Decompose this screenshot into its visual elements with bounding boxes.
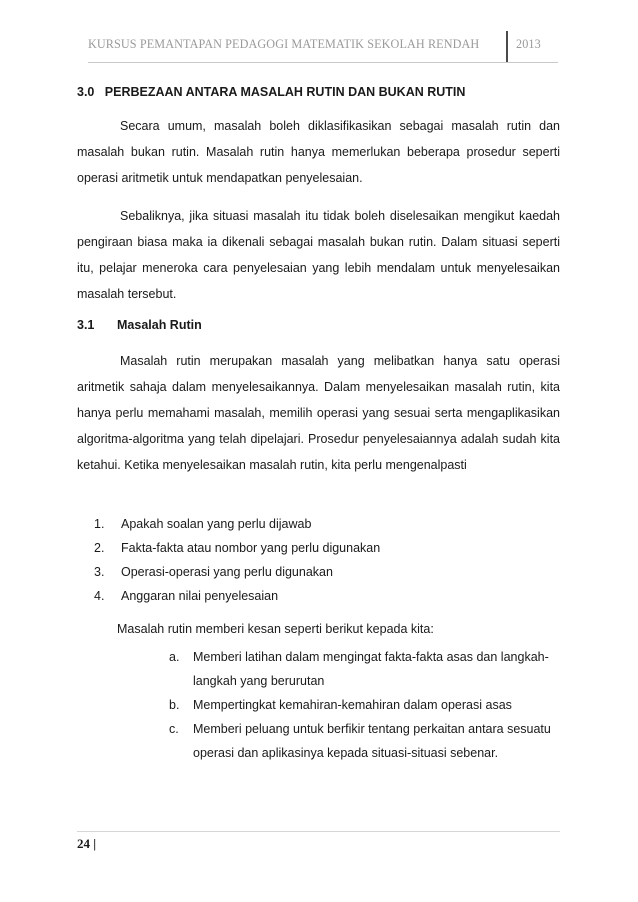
section-heading: 3.0 PERBEZAAN ANTARA MASALAH RUTIN DAN BUKAN RUTIN xyxy=(77,85,466,99)
page-number: 24 | xyxy=(77,836,97,851)
list-item xyxy=(163,693,563,717)
steps-list xyxy=(94,512,380,608)
page-header xyxy=(88,37,558,52)
subsection-paragraph: Masalah rutin merupakan masalah yang melibatkan hanya satu operasi aritmetik sahaja dalam menyelesaikannya. Dalam menyelesaikan masalah rutin, kita hanya perlu memahami masalah, memilih operasi yang sesuai serta mengaplikasikan algoritma-algoritma yang telah dipelajari. Prosedur penyelesaiannya adalah sudah kita ketahui. Ketika menyelesaikan masalah rutin, kita perlu mengenalpasti xyxy=(77,354,560,472)
list-letter: a. xyxy=(169,650,180,664)
list-item xyxy=(94,560,380,584)
list-number: 3. xyxy=(94,565,105,579)
list-item xyxy=(163,645,563,693)
list-text: Apakah soalan yang perlu dijawab xyxy=(121,517,312,531)
list-text: Memberi latihan dalam mengingat fakta-fakta asas dan langkah-langkah yang berurutan xyxy=(193,650,549,688)
list-number: 2. xyxy=(94,541,105,555)
list-letter: b. xyxy=(169,698,180,712)
section-paragraph-2: Sebaliknya, jika situasi masalah itu tidak boleh diselesaikan mengikut kaedah pengiraan biasa maka ia dikenali sebagai masalah bukan rutin. Dalam situasi seperti itu, pelajar meneroka cara penyelesaian yang lebih mendalam untuk menyelesaikan masalah tersebut. xyxy=(77,209,560,301)
subsection-number: 3.1 xyxy=(77,318,95,332)
list-text: Memberi peluang untuk berfikir tentang perkaitan antara sesuatu operasi dan aplikasinya kepada situasi-situasi sebenar. xyxy=(193,722,551,760)
list-number: 4. xyxy=(94,589,105,603)
list-text: Anggaran nilai penyelesaian xyxy=(121,589,279,603)
subsection-title: Masalah Rutin xyxy=(117,318,202,332)
header-rule xyxy=(88,62,558,63)
course-title: KURSUS PEMANTAPAN PEDAGOGI MATEMATIK SEKOLAH RENDAH xyxy=(88,37,480,51)
section-paragraph-1: Secara umum, masalah boleh diklasifikasikan sebagai masalah rutin dan masalah bukan rutin. Masalah rutin hanya memerlukan beberapa prosedur seperti operasi aritmetik untuk mendapatkan penyelesaian. xyxy=(77,119,560,185)
list-text: Fakta-fakta atau nombor yang perlu digunakan xyxy=(121,541,381,555)
header-year: 2013 xyxy=(516,37,541,51)
list-text: Operasi-operasi yang perlu digunakan xyxy=(121,565,333,579)
list-item xyxy=(94,536,380,560)
impressions-intro: Masalah rutin memberi kesan seperti berikut kepada kita: xyxy=(117,622,434,636)
impressions-list xyxy=(163,645,563,765)
header-separator xyxy=(506,31,508,63)
footer-rule xyxy=(77,831,560,832)
list-number: 1. xyxy=(94,517,105,531)
list-item xyxy=(94,584,380,608)
list-text: Mempertingkat kemahiran-kemahiran dalam operasi asas xyxy=(193,698,512,712)
list-letter: c. xyxy=(169,722,179,736)
subsection-heading xyxy=(77,318,202,332)
list-item xyxy=(163,717,563,765)
list-item xyxy=(94,512,380,536)
